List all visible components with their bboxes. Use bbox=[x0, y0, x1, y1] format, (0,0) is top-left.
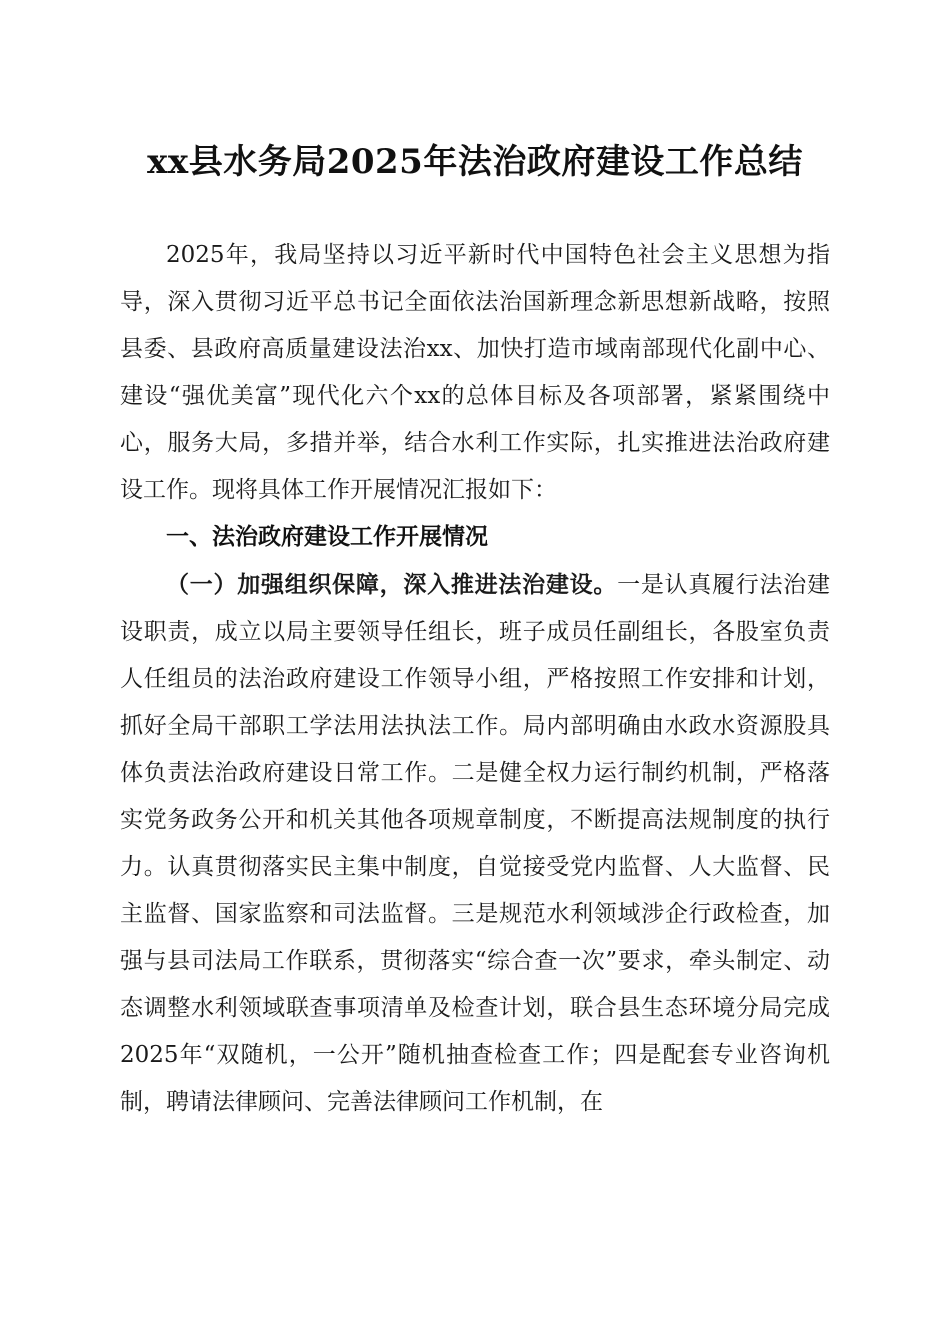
section-heading: 一、法治政府建设工作开展情况 bbox=[166, 524, 488, 550]
document-title: xx县水务局2025年法治政府建设工作总结 bbox=[147, 142, 803, 182]
document-body bbox=[120, 232, 830, 1126]
intro-paragraph: 2025年，我局坚持以习近平新时代中国特色社会主义思想为指导，深入贯彻习近平总书记全面依法治国新理念新思想新战略，按照县委、县政府高质量建设法治xx、加快打造市域南部现代化副中心、建设“强优美富”现代化六个xx的总体目标及各项部署，紧紧围绕中心，服务大局，多措并举，结合水利工作实际，扎实推进法治政府建设工作。现将具体工作开展情况汇报如下： bbox=[120, 242, 830, 503]
subsection-body: 一是认真履行法治建设职责，成立以局主要领导任组长，班子成员任副组长，各股室负责人任组员的法治政府建设工作领导小组，严格按照工作安排和计划，抓好全局干部职工学法用法执法工作。局内部明确由水政水资源股具体负责法治政府建设日常工作。二是健全权力运行制约机制，严格落实党务政务公开和机关其他各项规章制度，不断提高法规制度的执行力。认真贯彻落实民主集中制度，自觉接受党内监督、人大监督、民主监督、国家监察和司法监督。三是规范水利领域涉企行政检查，加强与县司法局工作联系，贯彻落实“综合查一次”要求，牵头制定、动态调整水利领域联查事项清单及检查计划，联合县生态环境分局完成2025年“双随机，一公开”随机抽查检查工作；四是配套专业咨询机制，聘请法律顾问、完善法律顾问工作机制，在 bbox=[120, 572, 831, 1115]
subsection-heading: （一）加强组织保障，深入推进法治建设。 bbox=[166, 571, 618, 598]
subsection-paragraph bbox=[120, 561, 830, 1126]
